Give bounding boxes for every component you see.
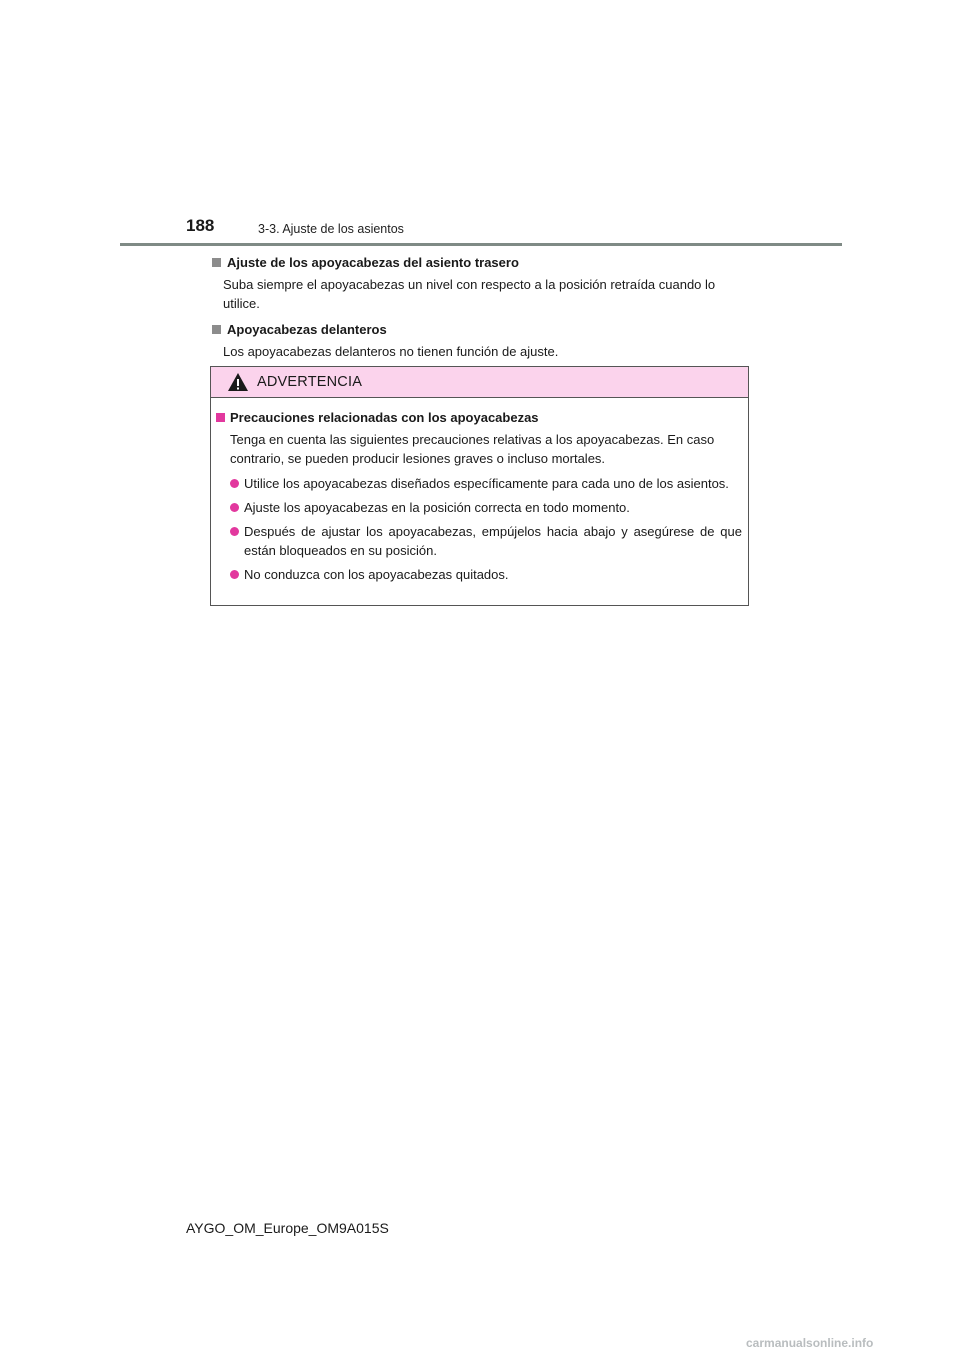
item-heading-text: Ajuste de los apoyacabezas del asiento trasero: [227, 255, 519, 270]
warning-title: ADVERTENCIA: [257, 374, 363, 390]
watermark: carmanualsonline.info: [746, 1336, 874, 1350]
page-number: 188: [186, 216, 215, 235]
section-title: 3-3. Ajuste de los asientos: [258, 222, 404, 236]
list-item-text: No conduzca con los apoyacabezas quitados.: [244, 567, 509, 582]
square-bullet-icon: [212, 325, 221, 334]
circle-bullet-icon: [230, 570, 239, 579]
circle-bullet-icon: [230, 503, 239, 512]
item-body: Los apoyacabezas delanteros no tienen función de ajuste.: [223, 344, 559, 359]
item-heading-text: Apoyacabezas delanteros: [227, 322, 387, 337]
list-item-text: Ajuste los apoyacabezas en la posición correcta en todo momento.: [244, 500, 630, 515]
warning-content: [211, 398, 748, 584]
warning-intro: Tenga en cuenta las siguientes precauciones relativas a los apoyacabezas. En caso contrario, se pueden producir lesiones graves o incluso mortales.: [230, 432, 715, 466]
circle-bullet-icon: [230, 479, 239, 488]
item-rear-headrest: [210, 254, 750, 313]
list-item: [230, 565, 742, 584]
item-front-headrest: [210, 321, 750, 361]
warning-bullet-list: [216, 474, 742, 584]
warning-triangle-icon: [227, 372, 249, 392]
list-item: [230, 474, 742, 493]
warning-box: [210, 366, 749, 606]
list-item: [230, 522, 742, 560]
item-heading: [210, 254, 750, 272]
list-item: [230, 498, 742, 517]
warning-header: [211, 367, 748, 398]
item-heading: [210, 321, 750, 339]
item-body: Suba siempre el apoyacabezas un nivel con respecto a la posición retraída cuando lo utilice.: [223, 277, 716, 311]
list-item-text: Utilice los apoyacabezas diseñados específicamente para cada uno de los asientos.: [244, 476, 729, 491]
warning-heading: [216, 409, 742, 427]
footer-document-id: AYGO_OM_Europe_OM9A015S: [186, 1220, 389, 1236]
header-rule: [120, 243, 842, 246]
main-content: [210, 254, 750, 369]
square-bullet-icon: [212, 258, 221, 267]
pink-square-bullet-icon: [216, 413, 225, 422]
warning-heading-text: Precauciones relacionadas con los apoyacabezas: [230, 410, 539, 425]
list-item-text: Después de ajustar los apoyacabezas, empújelos hacia abajo y asegúrese de que están bloqueados en su posición.: [244, 524, 742, 558]
circle-bullet-icon: [230, 527, 239, 536]
